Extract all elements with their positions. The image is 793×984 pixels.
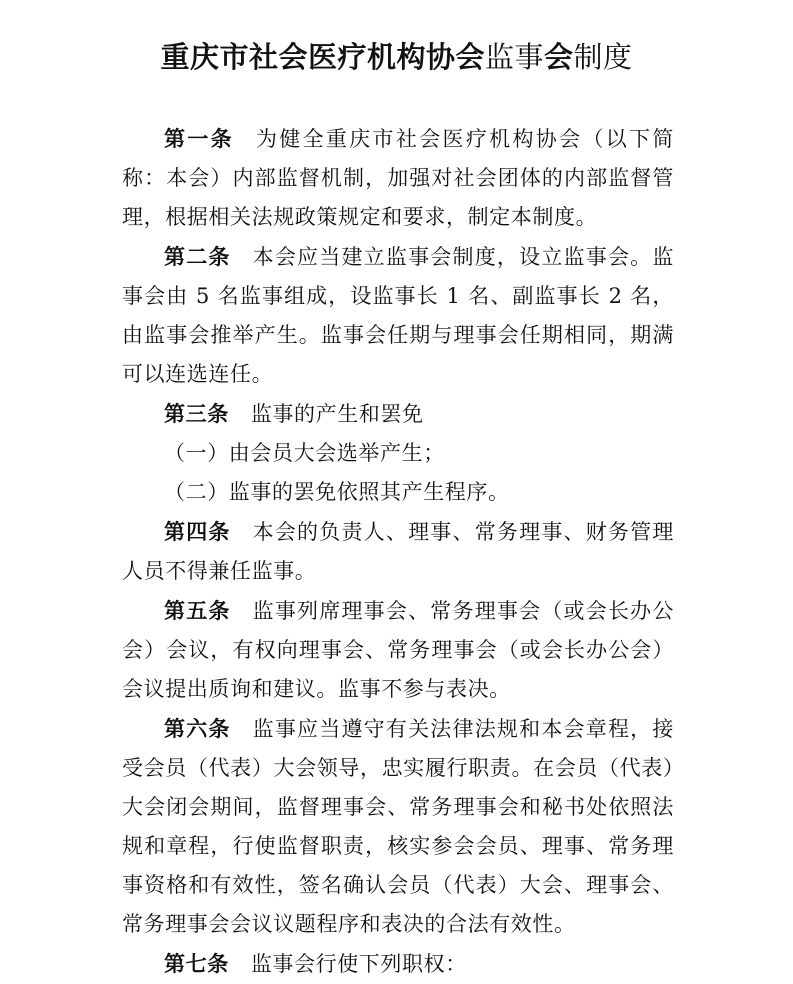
article-label: 第二条 <box>164 244 231 269</box>
article-text: 本会的负责人、理事、常务理事、财务管理人员不得兼任监事。 <box>122 520 674 583</box>
article-label: 第四条 <box>164 519 231 544</box>
title-part-2: 监事 <box>484 40 544 74</box>
article-label: 第一条 <box>164 126 234 151</box>
item-text: （一）由会员大会选举产生； <box>164 441 445 465</box>
article-4 <box>122 512 674 591</box>
document-body <box>122 119 674 984</box>
document-title <box>0 36 793 78</box>
title-part-3: 会 <box>544 40 574 74</box>
item-text: （二）监事的罢免依照其产生程序。 <box>164 480 510 504</box>
article-7 <box>122 944 674 984</box>
article-3-item-1 <box>122 434 674 473</box>
article-label: 第三条 <box>164 401 229 426</box>
article-3-item-2 <box>122 473 674 512</box>
article-label: 第七条 <box>164 951 229 976</box>
article-5 <box>122 591 674 709</box>
article-text: 监事会行使下列职权： <box>250 952 467 976</box>
article-label: 第五条 <box>164 598 231 623</box>
article-text: 监事应当遵守有关法律法规和本会章程，接受会员（代表）大会领导，忠实履行职责。在会员（代表）大会闭会期间，监督理事会、常务理事会和秘书处依照法规和章程，行使监督职责，核实参会会员、理事、常务理事资格和有效性，签名确认会员（代表）大会、理事会、常务理事会会议议题程序和表决的合法有效性。 <box>122 717 674 936</box>
article-1 <box>122 119 674 237</box>
article-text: 监事的产生和罢免 <box>250 402 424 426</box>
title-part-4: 制度 <box>573 40 633 74</box>
article-label: 第六条 <box>164 716 231 741</box>
article-3 <box>122 394 674 434</box>
article-2 <box>122 237 674 394</box>
article-text: 本会应当建立监事会制度，设立监事会。监事会由 5 名监事组成，设监事长 1 名、副监事长 2 名，由监事会推举产生。监事会任期与理事会任期相同，期满可以连选连任。 <box>122 245 674 386</box>
article-text: 为健全重庆市社会医疗机构协会（以下简称：本会）内部监督机制，加强对社会团体的内部监督管理，根据相关法规政策规定和要求，制定本制度。 <box>122 127 674 229</box>
title-part-1: 重庆市社会医疗机构协会 <box>160 40 485 74</box>
article-6 <box>122 709 674 944</box>
article-text: 监事列席理事会、常务理事会（或会长办公会）会议，有权向理事会、常务理事会（或会长办公会）会议提出质询和建议。监事不参与表决。 <box>122 599 674 701</box>
